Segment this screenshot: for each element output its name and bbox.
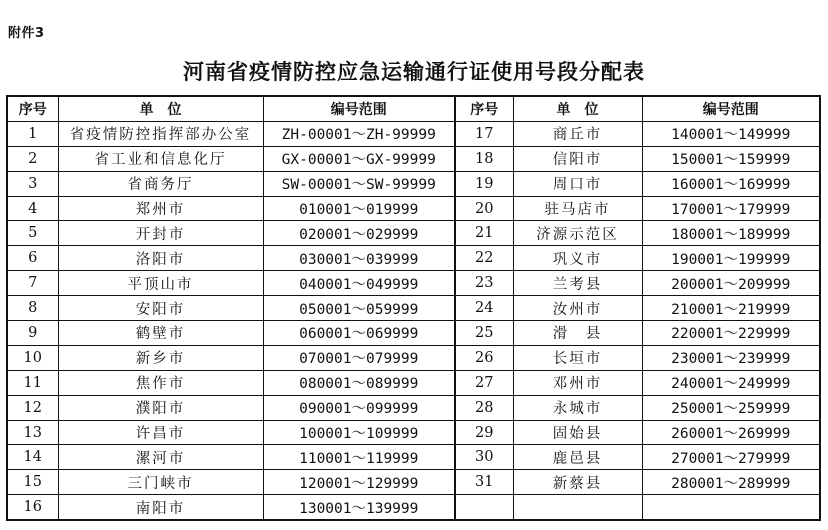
- seq-cell: 26: [455, 345, 513, 370]
- table-row: [7, 296, 820, 321]
- unit-cell: 商丘市: [513, 121, 642, 146]
- code-range-cell: 080001～089999: [263, 370, 455, 395]
- unit-cell: 濮阳市: [58, 395, 263, 420]
- unit-cell: 新乡市: [58, 345, 263, 370]
- seq-cell: 1: [7, 121, 58, 146]
- header-unit-right: 单 位: [513, 96, 642, 121]
- unit-cell: 济源示范区: [513, 221, 642, 246]
- code-range-cell: 270001～279999: [642, 445, 820, 470]
- code-range-cell: 240001～249999: [642, 370, 820, 395]
- unit-cell: 三门峡市: [58, 470, 263, 495]
- table-row: [7, 445, 820, 470]
- seq-cell: 19: [455, 171, 513, 196]
- code-range-cell: SW-00001～SW-99999: [263, 171, 455, 196]
- unit-cell: 驻马店市: [513, 196, 642, 221]
- unit-cell: 新蔡县: [513, 470, 642, 495]
- seq-cell: 22: [455, 246, 513, 271]
- code-range-cell: 100001～109999: [263, 420, 455, 445]
- table-row: [7, 196, 820, 221]
- unit-cell: 汝州市: [513, 296, 642, 321]
- table-row: [7, 370, 820, 395]
- unit-cell: 许昌市: [58, 420, 263, 445]
- unit-cell: 兰考县: [513, 271, 642, 296]
- seq-cell: 5: [7, 221, 58, 246]
- unit-cell: 省工业和信息化厅: [58, 146, 263, 171]
- seq-cell: 13: [7, 420, 58, 445]
- seq-cell: 29: [455, 420, 513, 445]
- seq-cell: 20: [455, 196, 513, 221]
- unit-cell: 省疫情防控指挥部办公室: [58, 121, 263, 146]
- code-range-cell: 150001～159999: [642, 146, 820, 171]
- unit-cell: 安阳市: [58, 296, 263, 321]
- page-title: 河南省疫情防控应急运输通行证使用号段分配表: [183, 59, 645, 84]
- table-row: [7, 221, 820, 246]
- unit-cell: 固始县: [513, 420, 642, 445]
- code-range-cell: 120001～129999: [263, 470, 455, 495]
- table-row: [7, 171, 820, 196]
- table-row: [7, 470, 820, 495]
- table-row: [7, 395, 820, 420]
- seq-cell: 23: [455, 271, 513, 296]
- unit-cell: 长垣市: [513, 345, 642, 370]
- seq-cell: 7: [7, 271, 58, 296]
- seq-cell: 6: [7, 246, 58, 271]
- table-row: [7, 345, 820, 370]
- unit-cell: 邓州市: [513, 370, 642, 395]
- code-range-cell: 180001～189999: [642, 221, 820, 246]
- unit-cell: 信阳市: [513, 146, 642, 171]
- table-row: [7, 495, 820, 520]
- unit-cell: 洛阳市: [58, 246, 263, 271]
- seq-cell: 15: [7, 470, 58, 495]
- seq-cell: 2: [7, 146, 58, 171]
- seq-cell: 18: [455, 146, 513, 171]
- seq-cell: 8: [7, 296, 58, 321]
- unit-cell: 鹿邑县: [513, 445, 642, 470]
- table-row: [7, 121, 820, 146]
- code-range-cell: 030001～039999: [263, 246, 455, 271]
- unit-cell: 郑州市: [58, 196, 263, 221]
- header-range-right: 编号范围: [642, 96, 820, 121]
- seq-cell: 10: [7, 345, 58, 370]
- code-range-cell: 040001～049999: [263, 271, 455, 296]
- unit-cell: 周口市: [513, 171, 642, 196]
- seq-cell: 27: [455, 370, 513, 395]
- header-unit-left: 单 位: [58, 96, 263, 121]
- seq-cell: 12: [7, 395, 58, 420]
- code-range-cell: 260001～269999: [642, 420, 820, 445]
- unit-cell: 鹤壁市: [58, 321, 263, 346]
- code-range-cell: 020001～029999: [263, 221, 455, 246]
- code-range-cell: 200001～209999: [642, 271, 820, 296]
- code-range-cell: 190001～199999: [642, 246, 820, 271]
- code-range-cell: 090001～099999: [263, 395, 455, 420]
- table-row: [7, 420, 820, 445]
- unit-cell: 永城市: [513, 395, 642, 420]
- code-range-cell: 210001～219999: [642, 296, 820, 321]
- table-row: [7, 321, 820, 346]
- code-range-cell: 220001～229999: [642, 321, 820, 346]
- unit-cell: 巩义市: [513, 246, 642, 271]
- code-range-cell: 160001～169999: [642, 171, 820, 196]
- table-row: [7, 146, 820, 171]
- table-row: [7, 271, 820, 296]
- code-range-cell: 250001～259999: [642, 395, 820, 420]
- code-range-cell: 010001～019999: [263, 196, 455, 221]
- code-range-cell: 050001～059999: [263, 296, 455, 321]
- code-range-cell: 170001～179999: [642, 196, 820, 221]
- seq-cell: [455, 495, 513, 520]
- allocation-table: [6, 95, 821, 521]
- code-range-cell: 070001～079999: [263, 345, 455, 370]
- seq-cell: 16: [7, 495, 58, 520]
- unit-cell: 南阳市: [58, 495, 263, 520]
- seq-cell: 24: [455, 296, 513, 321]
- seq-cell: 31: [455, 470, 513, 495]
- code-range-cell: GX-00001～GX-99999: [263, 146, 455, 171]
- seq-cell: 17: [455, 121, 513, 146]
- code-range-cell: 230001～239999: [642, 345, 820, 370]
- code-range-cell: 280001～289999: [642, 470, 820, 495]
- code-range-cell: [642, 495, 820, 520]
- code-range-cell: 110001～119999: [263, 445, 455, 470]
- code-range-cell: ZH-00001～ZH-99999: [263, 121, 455, 146]
- table-row: [7, 246, 820, 271]
- seq-cell: 11: [7, 370, 58, 395]
- unit-cell: 焦作市: [58, 370, 263, 395]
- header-range-left: 编号范围: [263, 96, 455, 121]
- seq-cell: 9: [7, 321, 58, 346]
- code-range-cell: 060001～069999: [263, 321, 455, 346]
- unit-cell: [513, 495, 642, 520]
- seq-cell: 28: [455, 395, 513, 420]
- seq-cell: 4: [7, 196, 58, 221]
- header-seq-left: 序号: [7, 96, 58, 121]
- seq-cell: 25: [455, 321, 513, 346]
- unit-cell: 省商务厅: [58, 171, 263, 196]
- unit-cell: 开封市: [58, 221, 263, 246]
- code-range-cell: 130001～139999: [263, 495, 455, 520]
- unit-cell: 平顶山市: [58, 271, 263, 296]
- seq-cell: 14: [7, 445, 58, 470]
- unit-cell: 漯河市: [58, 445, 263, 470]
- attachment-label: 附件3: [8, 26, 45, 41]
- seq-cell: 3: [7, 171, 58, 196]
- header-seq-right: 序号: [455, 96, 513, 121]
- unit-cell: 滑 县: [513, 321, 642, 346]
- seq-cell: 21: [455, 221, 513, 246]
- code-range-cell: 140001～149999: [642, 121, 820, 146]
- seq-cell: 30: [455, 445, 513, 470]
- table-header-row: [7, 96, 820, 121]
